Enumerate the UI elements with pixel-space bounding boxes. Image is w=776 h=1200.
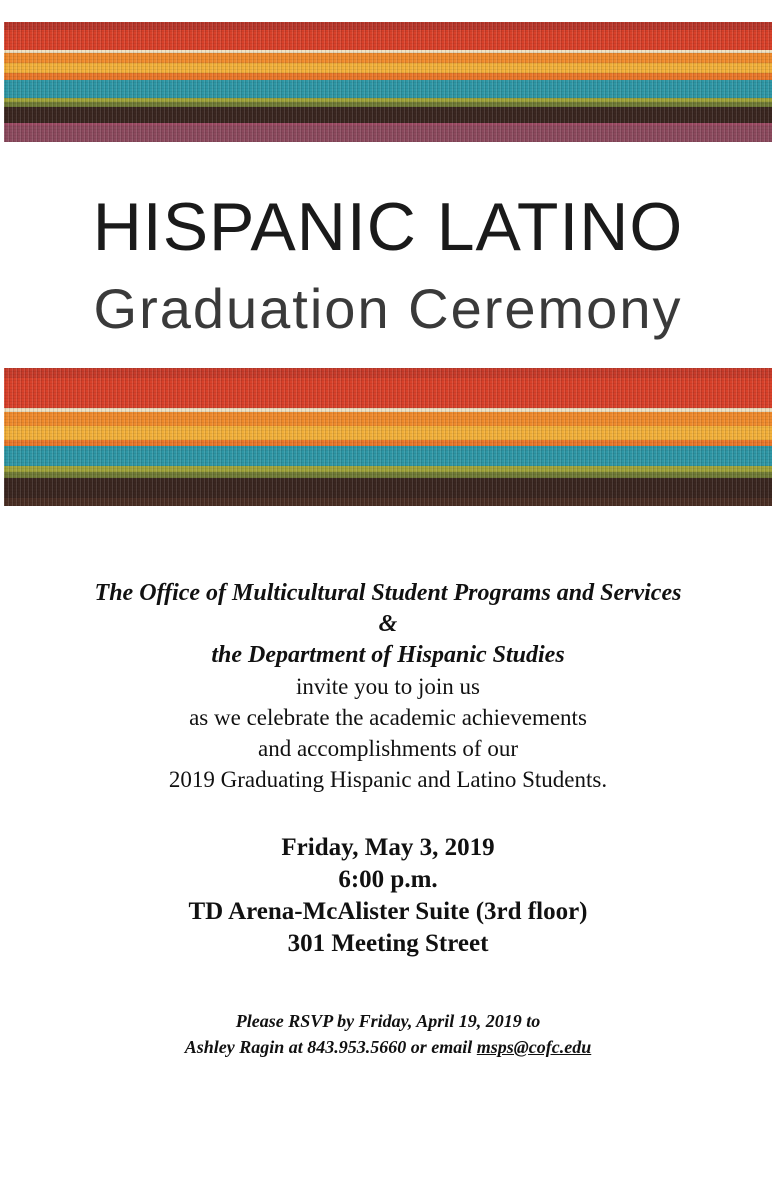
event-venue: TD Arena-McAlister Suite (3rd floor) <box>188 898 588 925</box>
host-office: The Office of Multicultural Student Programs and Services <box>94 580 682 606</box>
woven-stripe-band-bottom <box>4 368 772 506</box>
invitation-text <box>0 578 776 795</box>
event-details <box>0 832 776 960</box>
page-title: HISPANIC LATINO <box>92 189 684 265</box>
rsvp-contact-text: Ashley Ragin at 843.953.5660 or email <box>184 1037 473 1057</box>
celebrate-line: as we celebrate the academic achievements <box>189 705 587 730</box>
rsvp-info <box>0 1008 776 1060</box>
event-time: 6:00 p.m. <box>338 866 438 893</box>
host-department: the Department of Hispanic Studies <box>211 642 565 668</box>
woven-stripe-band-top <box>4 22 772 142</box>
event-date: Friday, May 3, 2019 <box>281 834 495 861</box>
rsvp-email-link[interactable]: msps@cofc.edu <box>476 1037 592 1057</box>
graduates-line: 2019 Graduating Hispanic and Latino Students. <box>168 767 608 792</box>
event-address: 301 Meeting Street <box>287 930 489 957</box>
rsvp-deadline: Please RSVP by Friday, April 19, 2019 to <box>235 1011 541 1031</box>
page-subtitle: Graduation Ceremony <box>93 277 683 340</box>
rsvp-contact <box>0 1034 776 1060</box>
ampersand: & <box>378 611 398 637</box>
invite-line: invite you to join us <box>296 674 480 699</box>
accomplishments-line: and accomplishments of our <box>258 736 518 761</box>
